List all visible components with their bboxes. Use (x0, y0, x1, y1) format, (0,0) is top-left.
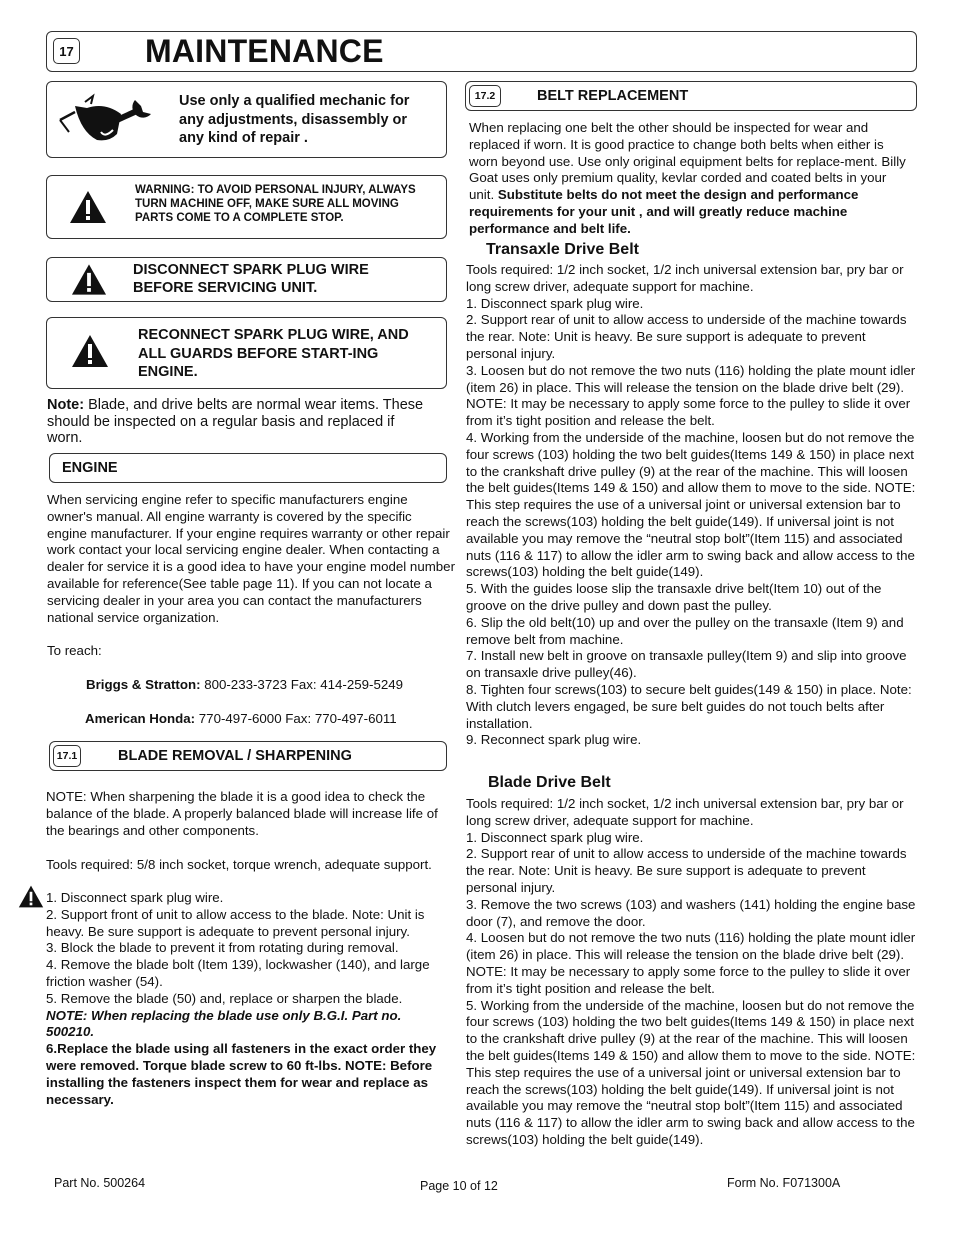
reconnect-notice-text: RECONNECT SPARK PLUG WIRE, AND ALL GUARDS BEFORE START-ING ENGINE. (138, 327, 409, 380)
blade-section-title: BLADE REMOVAL / SHARPENING (118, 748, 352, 764)
header-bar (46, 31, 917, 72)
blade-step: 2. Support front of unit to allow access to the blade. Note: Unit is heavy. Be sure support is adequate to prevent personal injury. (46, 906, 425, 939)
belt-section-title: BELT REPLACEMENT (537, 88, 689, 104)
belt-intro-text: When replacing one belt the other should be inspected for wear and replaced if worn. It is good practice to change both belts when either is worn beyond use. Use only original equipment belts for replace-ment. Billy Goat uses only premium quality, kevlar corded and coated belts in your unit. (469, 120, 906, 203)
belt-section-badge (469, 85, 501, 107)
transaxle-text: Tools required: 1/2 inch socket, 1/2 inch universal extension bar, pry bar or long screw driver, adequate support for machine. 1. Disconnect spark plug wire. 2. Support rear of unit to allow access to underside of the machine towards the rear. Note: Unit is heavy. Be sure support is adequate to prevent personal injury. 3. Loosen but do not remove the two nuts (116) holding the plate mount idler (item 26) in place. This will release the tension on the blade drive belt (29). NOTE: It may be necessary to apply some force to the pulley to slide it over from it’s tight position and release the belt. 4. Working from the underside of the machine, loosen but do not remove the four screws (103) holding the two belt guides(Items 149 & 150) in place next to the crankshaft drive pulley (9) at the rear of the machine. This will loosen the belt guides(Items 149 & 150) and allow them to move to the side. NOTE: This step requires the use of a universal joint or universal extension bar to reach the screws(103) holding the belt guide(149). If universal joint is not available you may remove the “neutral stop bolt”(Item 115) and associated nuts (116 & 117) to allow the idler arm to swing back and allow access to the screws(103) holding the belt guide(149). 5. With the guides loose slip the transaxle drive belt(Item 10) out of the groove on the drive pulley and down past the pulley. 6. Slip the old belt(10) up and over the pulley on the transaxle (Item 9) and remove belt from machine. 7. Install new belt in groove on transaxle pulley(Item 9) and slip into groove on transaxle drive pulley(46). 8. Tighten four screws(103) to secure belt guides(149 & 150) in place. Note: With clutch levers engaged, be sure belt guides do not touch belts after installation. 9. Reconnect spark plug wire. (466, 262, 916, 748)
warning-moving-parts-box (46, 175, 447, 239)
wear-items-note (47, 397, 427, 447)
section-number-badge (53, 38, 80, 64)
section-number: 17 (59, 43, 74, 59)
blade-part-note: NOTE: When replacing the blade use only B.G.I. Part no. 500210. (46, 1007, 402, 1040)
footer-form-no: Form No. F071300A (727, 1176, 841, 1190)
briggs-label: Briggs & Stratton: (86, 677, 201, 692)
blade-tools: Tools required: 5/8 inch socket, torque wrench, adequate support. (46, 857, 432, 872)
mechanic-notice-text: Use only a qualified mechanic for any adjustments, disassembly or any kind of repair . (179, 93, 410, 146)
warning-triangle-icon (71, 263, 107, 296)
blade-section-header (49, 741, 447, 771)
honda-phone: 770-497-6000 Fax: 770-497-6011 (195, 711, 397, 726)
transaxle-title: Transaxle Drive Belt (486, 241, 639, 258)
blade-section-badge (53, 745, 81, 767)
disconnect-notice-text: DISCONNECT SPARK PLUG WIRE BEFORE SERVICING UNIT. (133, 262, 369, 296)
blade-step: 3. Block the blade to prevent it from rotating during removal. (46, 940, 399, 956)
note-text: Blade, and drive belts are normal wear items. These should be inspected on a regular basis and replaced if worn. (47, 397, 424, 446)
disconnect-notice-box (46, 257, 447, 302)
blade-steps (46, 890, 442, 1108)
mechanic-wrench-icon (57, 92, 157, 147)
briggs-contact (86, 677, 403, 694)
reconnect-notice-box (46, 317, 447, 389)
belt-section-number: 17.2 (474, 90, 496, 102)
briggs-phone: 800-233-3723 Fax: 414-259-5249 (200, 677, 404, 692)
honda-label: American Honda: (85, 711, 196, 726)
footer-part-no: Part No. 500264 (54, 1176, 146, 1190)
footer-page: Page 10 of 12 (420, 1179, 498, 1193)
page-title: MAINTENANCE (145, 33, 384, 69)
blade-note: NOTE: When sharpening the blade it is a good idea to check the balance of the blade. A properly balanced blade will increase life of the bearings and other components. (46, 789, 438, 838)
note-label: Note: (47, 397, 85, 413)
belt-section-header (465, 81, 917, 111)
engine-section-header (49, 453, 447, 483)
warning-triangle-icon (69, 190, 107, 224)
warning-triangle-icon (18, 885, 44, 908)
mechanic-notice-box (46, 81, 447, 158)
engine-text: When servicing engine refer to specific manufacturers engine owner's manual. All engine warranty is covered by the specific engine manufacturer. If your engine requires warranty or other repair work contact your local servicing engine dealer. When contacting a dealer for service it is a good idea to have your engine model number available for reference(See table page 11). If you can not locate a servicing dealer in your area you can contact the manufacturers national service organization. (47, 492, 456, 625)
honda-contact (85, 711, 397, 728)
blade-step: 4. Remove the blade bolt (Item 139), lockwasher (140), and large friction washer (54). (46, 957, 430, 989)
blade-section-number: 17.1 (56, 750, 78, 762)
blade-drive-title: Blade Drive Belt (488, 774, 611, 791)
warning-moving-parts-text: WARNING: TO AVOID PERSONAL INJURY, ALWAYS TURN MACHINE OFF, MAKE SURE ALL MOVING PARTS COME TO A COMPLETE STOP. (135, 184, 416, 224)
warning-triangle-icon (71, 334, 109, 368)
blade-drive-text: Tools required: 1/2 inch socket, 1/2 inch universal extension bar, pry bar or long screw driver, adequate support for machine. 1. Disconnect spark plug wire. 2. Support rear of unit to allow access to underside of the machine towards the rear. Note: Unit is heavy. Be sure support is adequate to prevent personal injury. 3. Remove the two screws (103) and washers (141) holding the engine base door (7), and remove the door. 4. Loosen but do not remove the two nuts (116) holding the plate mount idler (item 26) in place. This will release the tension on the blade drive belt (29). NOTE: It may be necessary to apply some force to the pulley to slide it over from it’s tight position and release the belt. 5. Working from the underside of the machine, loosen but do not remove the four screws (103) holding the two belt guides(Items 149 & 150) in place next to the crankshaft drive pulley (9) at the rear of the machine. This will loosen the belt guides(Items 149 & 150) and allow them to move to the side. NOTE: This step requires the use of a universal joint or universal extension bar to reach the screws(103) holding the belt guide(149). If universal joint is not available you may remove the “neutral stop bolt”(Item 115) and associated nuts (116 & 117) to allow the idler arm to swing back and allow access to the screws(103) holding the belt guide(149). (466, 796, 916, 1147)
blade-step: 5. Remove the blade (50) and, replace or sharpen the blade. (46, 990, 403, 1006)
blade-step-6: 6.Replace the blade using all fasteners in the exact order they were removed. Torque blade screw to 60 ft-lbs. NOTE: Before installing the fasteners inspect them for wear and replace as necessary. (46, 1041, 437, 1107)
engine-section-title: ENGINE (62, 460, 118, 476)
to-reach-label: To reach: (47, 643, 102, 658)
blade-step: 1. Disconnect spark plug wire. (46, 890, 224, 905)
belt-intro (469, 120, 909, 238)
belt-intro-warning: Substitute belts do not meet the design and performance requirements for your unit , and will greatly reduce machine performance and belt life. (469, 187, 859, 236)
